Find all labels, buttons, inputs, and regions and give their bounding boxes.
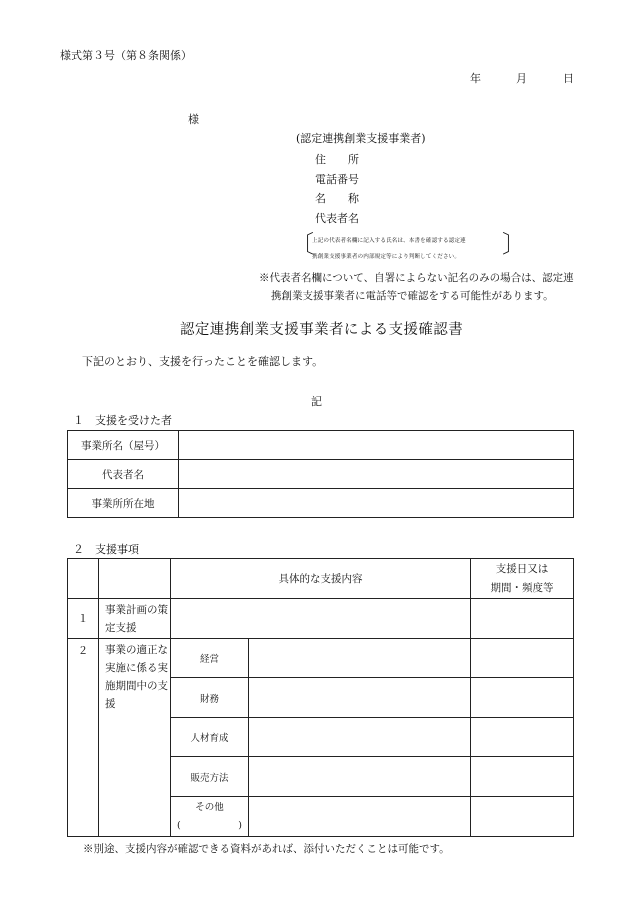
row1-date-field[interactable]: [471, 599, 574, 639]
section2-heading: ２ 支援事項: [73, 543, 139, 556]
sub-item-finance: 財務: [171, 678, 249, 718]
recipient-name-label: 事業所名（屋号）: [68, 431, 179, 460]
form-number: 様式第３号（第８条関係）: [60, 49, 192, 62]
date-month-label: 月: [516, 72, 527, 85]
sales-date-field[interactable]: [471, 757, 574, 797]
hr-date-field[interactable]: [471, 718, 574, 757]
sender-rep-label: 代表者名: [315, 212, 359, 225]
addressee-honorific: 様: [188, 113, 199, 126]
recipient-address-field[interactable]: [179, 489, 574, 518]
sub-item-hr-development: 人材育成: [171, 718, 249, 757]
section1-heading: １ 支援を受けた者: [73, 414, 172, 427]
note-line1: ※代表者名欄について、自署によらない記名のみの場合は、認定連: [259, 272, 574, 284]
other-paren-row: [171, 817, 248, 835]
other-paren-close: ): [238, 819, 242, 831]
bracket-note-line2: 携創業支援事業者の内部規定等により判断してください。: [312, 254, 461, 260]
sub-item-sales: 販売方法: [171, 757, 249, 797]
date-day-label: 日: [563, 72, 574, 85]
management-date-field[interactable]: [471, 639, 574, 678]
sub-item-other: [171, 797, 249, 837]
other-label: その他: [195, 801, 224, 813]
sender-org-type: (認定連携創業支援事業者): [296, 132, 426, 145]
ki-label: 記: [311, 395, 322, 408]
recipient-address-label: 事業所所在地: [68, 489, 179, 518]
bracket-open: 〔: [290, 230, 314, 258]
finance-date-field[interactable]: [471, 678, 574, 718]
recipient-rep-label: 代表者名: [68, 460, 179, 489]
sales-content-field[interactable]: [249, 757, 471, 797]
sub-item-management: 経営: [171, 639, 249, 678]
row1-number: １: [68, 599, 99, 639]
bracket-close: 〕: [502, 230, 526, 258]
row2-number: ２: [68, 639, 99, 837]
sender-address-label: 住 所: [315, 153, 359, 166]
other-paren-open: (: [177, 819, 181, 831]
col-date-header-line1: 支援日又は: [495, 562, 549, 575]
recipient-rep-field[interactable]: [179, 460, 574, 489]
recipient-table: [67, 430, 574, 518]
other-content-field[interactable]: [249, 797, 471, 837]
row1-label: 事業計画の策定支援: [99, 599, 171, 639]
row2-label: 事業の適正な実施に係る実施期間中の支援: [99, 639, 171, 837]
recipient-name-field[interactable]: [179, 431, 574, 460]
sender-phone-label: 電話番号: [315, 173, 359, 186]
intro-text: 下記のとおり、支援を行ったことを確認します。: [82, 355, 324, 368]
hr-content-field[interactable]: [249, 718, 471, 757]
support-table: [67, 558, 574, 837]
col-content-header: 具体的な支援内容: [171, 559, 471, 599]
row1-content-field[interactable]: [171, 599, 471, 639]
management-content-field[interactable]: [249, 639, 471, 678]
sender-name-label: 名 称: [315, 192, 359, 205]
other-date-field[interactable]: [471, 797, 574, 837]
footer-note: ※別途、支援内容が確認できる資料があれば、添付いただくことは可能です。: [83, 843, 450, 855]
note-line2: 携創業支援事業者に電話等で確認をする可能性があります。: [271, 290, 554, 302]
finance-content-field[interactable]: [249, 678, 471, 718]
document-title: 認定連携創業支援事業者による支援確認書: [180, 322, 464, 338]
bracket-note-line1: 上記の代表者名欄に記入する氏名は、本書を確認する認定連: [312, 238, 466, 244]
date-year-label: 年: [470, 72, 481, 85]
col-date-header: [471, 559, 574, 599]
col-date-header-line2: 期間・頻度等: [490, 581, 554, 594]
header-item-cell: [99, 559, 171, 599]
header-no-cell: [68, 559, 99, 599]
